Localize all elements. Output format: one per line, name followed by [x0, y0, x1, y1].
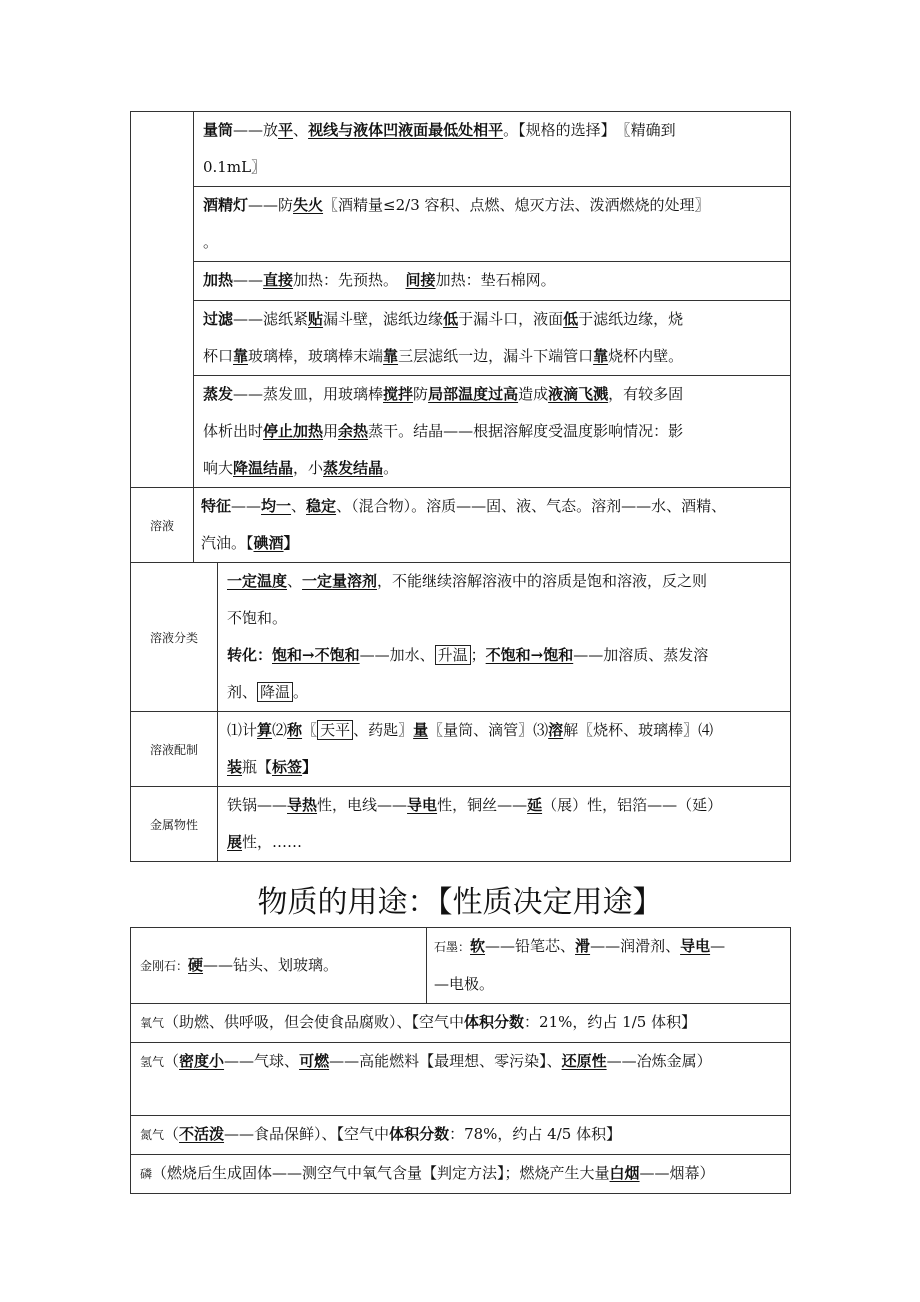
qingqi-cell: 氢气（密度小——气球、可燃——高能燃料【最理想、零污染】、还原性——冶炼金属） [131, 1043, 791, 1116]
row-rongye [131, 488, 791, 563]
row-yangqi [131, 1004, 791, 1043]
rongye-term: 特征 [201, 497, 232, 515]
row-guolv [131, 301, 791, 376]
shimo-cell: 石墨：软——铅笔芯、滑——润滑剂、导电— —电极。 [427, 928, 791, 1004]
guolv-cell: 过滤——滤纸紧贴漏斗壁，滤纸边缘低于漏斗口，液面低于滤纸边缘，烧 杯口靠玻璃棒，玻璃棒末端靠三层滤纸一边，漏斗下端管口靠烧杯内壁。 [194, 301, 791, 376]
row-zhengfa [131, 376, 791, 488]
shengwen-box: 升温 [435, 645, 471, 665]
experiment-table [130, 111, 791, 862]
row-tan [131, 928, 791, 1004]
fenlei-label-cell [131, 563, 218, 712]
jinshu-cell: 铁锅——导热性，电线——导电性，铜丝——延（展）性，铝箔——（延） 展性，…… [218, 787, 791, 862]
peizhi-cell: ⑴计算⑵称〖 天平 、药匙〗量〖量筒、滴管〗⑶溶解〖烧杯、玻璃棒〗⑷ 装瓶【标签】 [218, 712, 791, 787]
row-liangtong [131, 112, 791, 187]
liangtong-term: 量筒 [203, 121, 234, 139]
peizhi-label-cell [131, 712, 218, 787]
row-qingqi [131, 1043, 791, 1116]
fenlei-cell: 一定温度、一定量溶剂，不能继续溶解溶液中的溶质是饱和溶液，反之则 不饱和。 转化：饱和→不饱和——加水、 升温 ；不饱和→饱和——加溶质、蒸发溶 剂、 降温 。 [218, 563, 791, 712]
rongye-label: 溶液 [149, 518, 174, 533]
danqi-cell: 氮气（不活泼——食品保鲜）、【空气中体积分数：78%，约占 4/5 体积】 [131, 1116, 791, 1155]
jiare-cell: 加热——直接加热：先预热。 间接加热：垫石棉网。 [194, 262, 791, 301]
rongye-cell: 特征——均一、稳定、（混合物）。溶质——固、液、气态。溶剂——水、酒精、 汽油。【碘酒】 [194, 488, 791, 563]
uses-table [130, 927, 791, 1194]
section-title: 物质的用途：【性质决定用途】 [257, 885, 663, 920]
row-jiare [131, 262, 791, 301]
row-lin [131, 1155, 791, 1194]
jingangshi-cell: 金刚石：硬——钻头、划玻璃。 [131, 928, 427, 1004]
jiare-term: 加热 [203, 271, 234, 289]
guolv-term: 过滤 [203, 310, 234, 328]
row-peizhi [131, 712, 791, 787]
row-fenlei [131, 563, 791, 712]
jingangshi-label: 金刚石： [140, 958, 189, 973]
qingqi-label: 氢气 [140, 1055, 165, 1069]
danqi-label: 氮气 [140, 1128, 165, 1142]
lin-cell: 磷（燃烧后生成固体——测空气中氧气含量【判定方法】；燃烧产生大量白烟——烟幕） [131, 1155, 791, 1194]
jiujingdeng-cell: 酒精灯——防失火〖酒精量≤2/3 容积、点燃、熄灭方法、泼洒燃烧的处理〗 。 [194, 187, 791, 262]
jinshu-label: 金属物性 [149, 817, 198, 832]
yangqi-cell: 氧气（助燃、供呼吸，但会使食品腐败）、【空气中体积分数：21%，约占 1/5 体积】 [131, 1004, 791, 1043]
jinshu-label-cell [131, 787, 218, 862]
row-danqi [131, 1116, 791, 1155]
jiujingdeng-term: 酒精灯 [203, 196, 249, 214]
row-jinshu [131, 787, 791, 862]
yangqi-label: 氧气 [140, 1016, 165, 1030]
zhengfa-term: 蒸发 [203, 385, 234, 403]
peizhi-label: 溶液配制 [149, 742, 198, 757]
shimo-label: 石墨： [434, 940, 471, 954]
jiangwen-box: 降温 [257, 682, 293, 702]
tianping-box: 天平 [317, 720, 353, 740]
lin-label: 磷 [140, 1167, 153, 1181]
zhengfa-cell: 蒸发——蒸发皿，用玻璃棒搅拌防局部温度过高造成液滴飞溅，有较多固 体析出时停止加热用余热蒸干。结晶——根据溶解度受温度影响情况：影 响大降温结晶，小蒸发结晶。 [194, 376, 791, 488]
fenlei-label: 溶液分类 [149, 630, 198, 645]
row-jiujingdeng [131, 187, 791, 262]
liangtong-cell: 量筒——放平、视线与液体凹液面最低处相平。【规格的选择】 〖精确到 0.1mL〗 [194, 112, 791, 187]
empty-label-cell [131, 112, 194, 488]
rongye-label-cell [131, 488, 194, 563]
